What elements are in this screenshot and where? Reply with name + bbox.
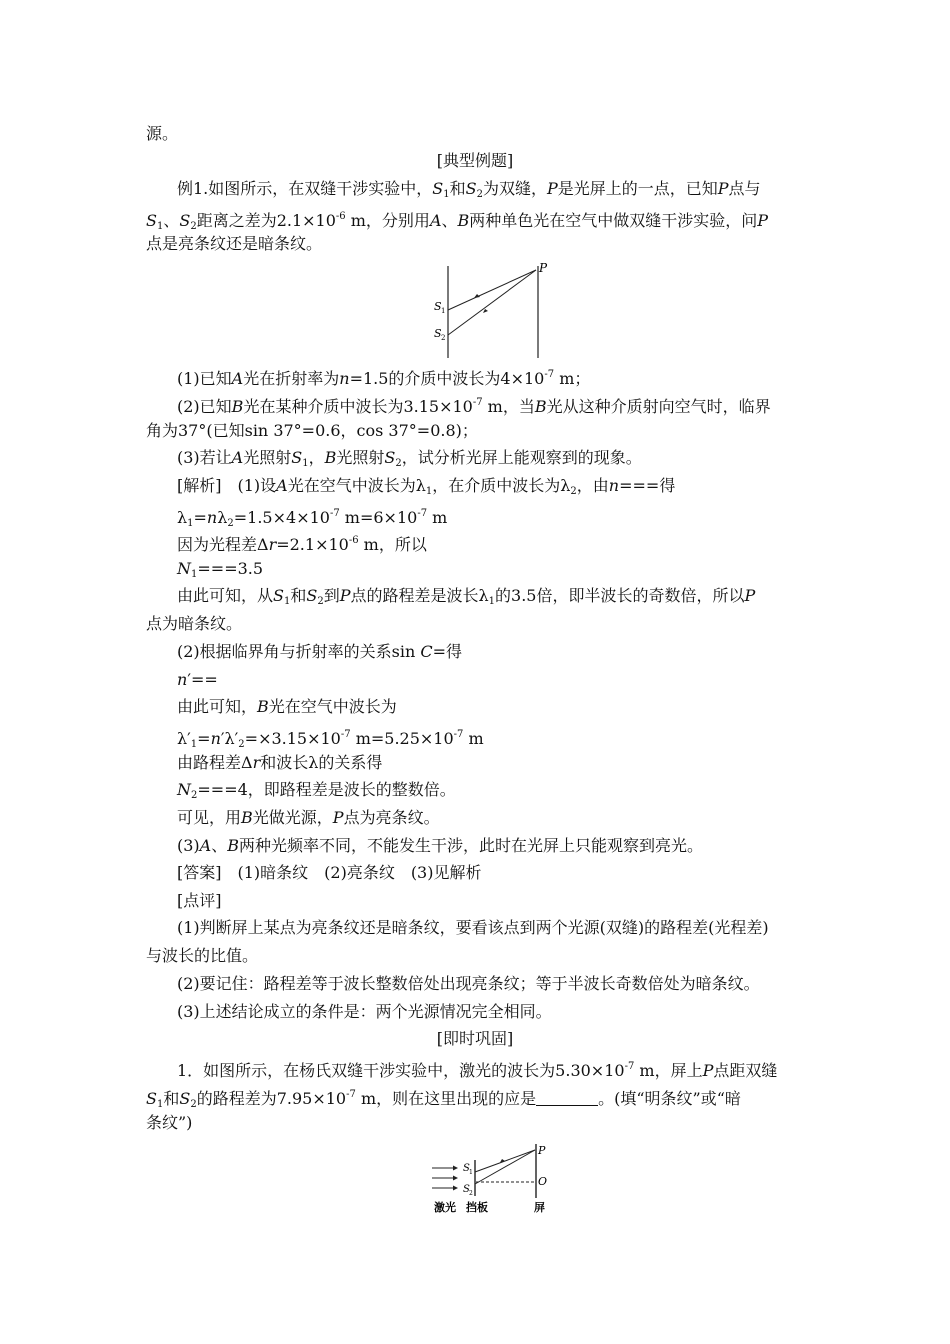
- text-line: (2)根据临界角与折射率的关系sin C=得: [177, 642, 463, 661]
- point-p-label: P: [539, 261, 548, 275]
- slit-s2-label: S: [434, 327, 442, 340]
- text-line: (3)A、B两种光频率不同，不能发生干涉，此时在光屏上只能观察到亮光。: [177, 836, 704, 855]
- slit-s1-subscript: 1: [469, 1169, 473, 1176]
- equation-line: $\lambda'_1=n'\lambda'_2=\times 3.15\times 10^{-7}$ $m=5.25\times 10^{-7}$ m: [177, 729, 484, 750]
- text-line: 与波长的比值。: [146, 946, 259, 965]
- laser-label: 激光: [434, 1201, 456, 1214]
- section-heading-examples: [典型例题]: [436, 151, 514, 170]
- text-line: 由路程差Δr和波长λ的关系得: [177, 753, 383, 772]
- question-part-2: (2)已知B光在某种介质中波长为$3.15\times 10^{-7}$ m，当B光从这种介质射向空气时，临界: [177, 397, 771, 416]
- solution-start: [解析] (1)设A光在空气中波长为$\lambda_1$，在介质中波长为$\lambda_2$，由n===得: [177, 476, 676, 497]
- slit-s1-label: S: [434, 300, 442, 313]
- equation-line: n′==: [177, 670, 218, 689]
- question-part-1: (1)已知A光在折射率为n=1.5的介质中波长为$4\times 10^{-7}$ m；: [177, 369, 591, 388]
- text-line: (2)要记住：路程差等于波长整数倍处出现亮条纹；等于半波长奇数倍处为暗条纹。: [177, 974, 760, 993]
- point-p-label: P: [538, 1144, 546, 1157]
- text-line: $S_1$和$S_2$的路程差为$7.95\times 10^{-7}$ m，则在这里出现的应是 。(填“明条纹”或“暗: [146, 1089, 741, 1110]
- baffle-label: 挡板: [466, 1201, 488, 1214]
- text-line: 由此可知，B光在空气中波长为: [177, 697, 397, 716]
- example-1-question: 例1.如图所示，在双缝干涉实验中，$S_1$和$S_2$为双缝，P是光屏上的一点，已知P点与: [177, 179, 761, 200]
- question-part-3: (3)若让A光照射$S_1$，B光照射$S_2$，试分析光屏上能观察到的现象。: [177, 448, 642, 469]
- text-line: 因为光程差$\Delta r=2.1\times 10^{-6}$ m，所以: [177, 535, 427, 554]
- text-line: 源。: [146, 124, 179, 143]
- slit-s1-label: S: [463, 1163, 470, 1174]
- text-line: 点为暗条纹。: [146, 614, 243, 633]
- answer-line: [答案] (1)暗条纹 (2)亮条纹 (3)见解析: [177, 863, 482, 882]
- double-slit-figure-1: [410, 258, 570, 360]
- point-o-label: O: [538, 1175, 548, 1188]
- section-heading-practice: [即时巩固]: [436, 1029, 514, 1048]
- comment-heading: [点评]: [177, 891, 222, 910]
- equation-line: $N_2===4$，即路程差是波长的整数倍。: [177, 780, 456, 801]
- equation-line: $N_1===3.5$: [177, 559, 264, 580]
- screen-label: 屏: [534, 1201, 545, 1214]
- text-line: 可见，用B光做光源，P点为亮条纹。: [177, 808, 440, 827]
- slit-s2-subscript: 2: [441, 334, 446, 342]
- text-line: (1)判断屏上某点为亮条纹还是暗条纹，要看该点到两个光源(双缝)的路程差(光程差): [177, 918, 769, 937]
- slit-s2-subscript: 2: [469, 1190, 473, 1197]
- text-line: (3)上述结论成立的条件是：两个光源情况完全相同。: [177, 1002, 552, 1021]
- text-line: 点是亮条纹还是暗条纹。: [146, 234, 323, 253]
- slit-s1-subscript: 1: [441, 307, 446, 315]
- slit-s2-label: S: [463, 1184, 470, 1195]
- equation-line: $\lambda_1=n\lambda_2=1.5\times 4\times 10^{-7}$ $m=6\times 10^{-7}$ m: [177, 508, 448, 529]
- double-slit-figure-2: [428, 1140, 560, 1216]
- text-line: 条纹”): [146, 1113, 193, 1132]
- text-line: $S_1$、$S_2$距离之差为$2.1\times 10^{-6}$ m，分别用A、B两种单色光在空气中做双缝干涉实验，问P: [146, 211, 769, 232]
- answer-blank: [536, 1091, 598, 1106]
- text-line: 角为37°(已知sin 37°=0.6，cos 37°=0.8)；: [146, 421, 478, 440]
- practice-question-1: 1．如图所示，在杨氏双缝干涉实验中，激光的波长为$5.30\times 10^{-7}$ m，屏上P点距双缝: [177, 1061, 778, 1080]
- text-line: 由此可知，从$S_1$和$S_2$到P点的路程差是波长$\lambda_1$的3.5倍，即半波长的奇数倍，所以P: [177, 586, 756, 607]
